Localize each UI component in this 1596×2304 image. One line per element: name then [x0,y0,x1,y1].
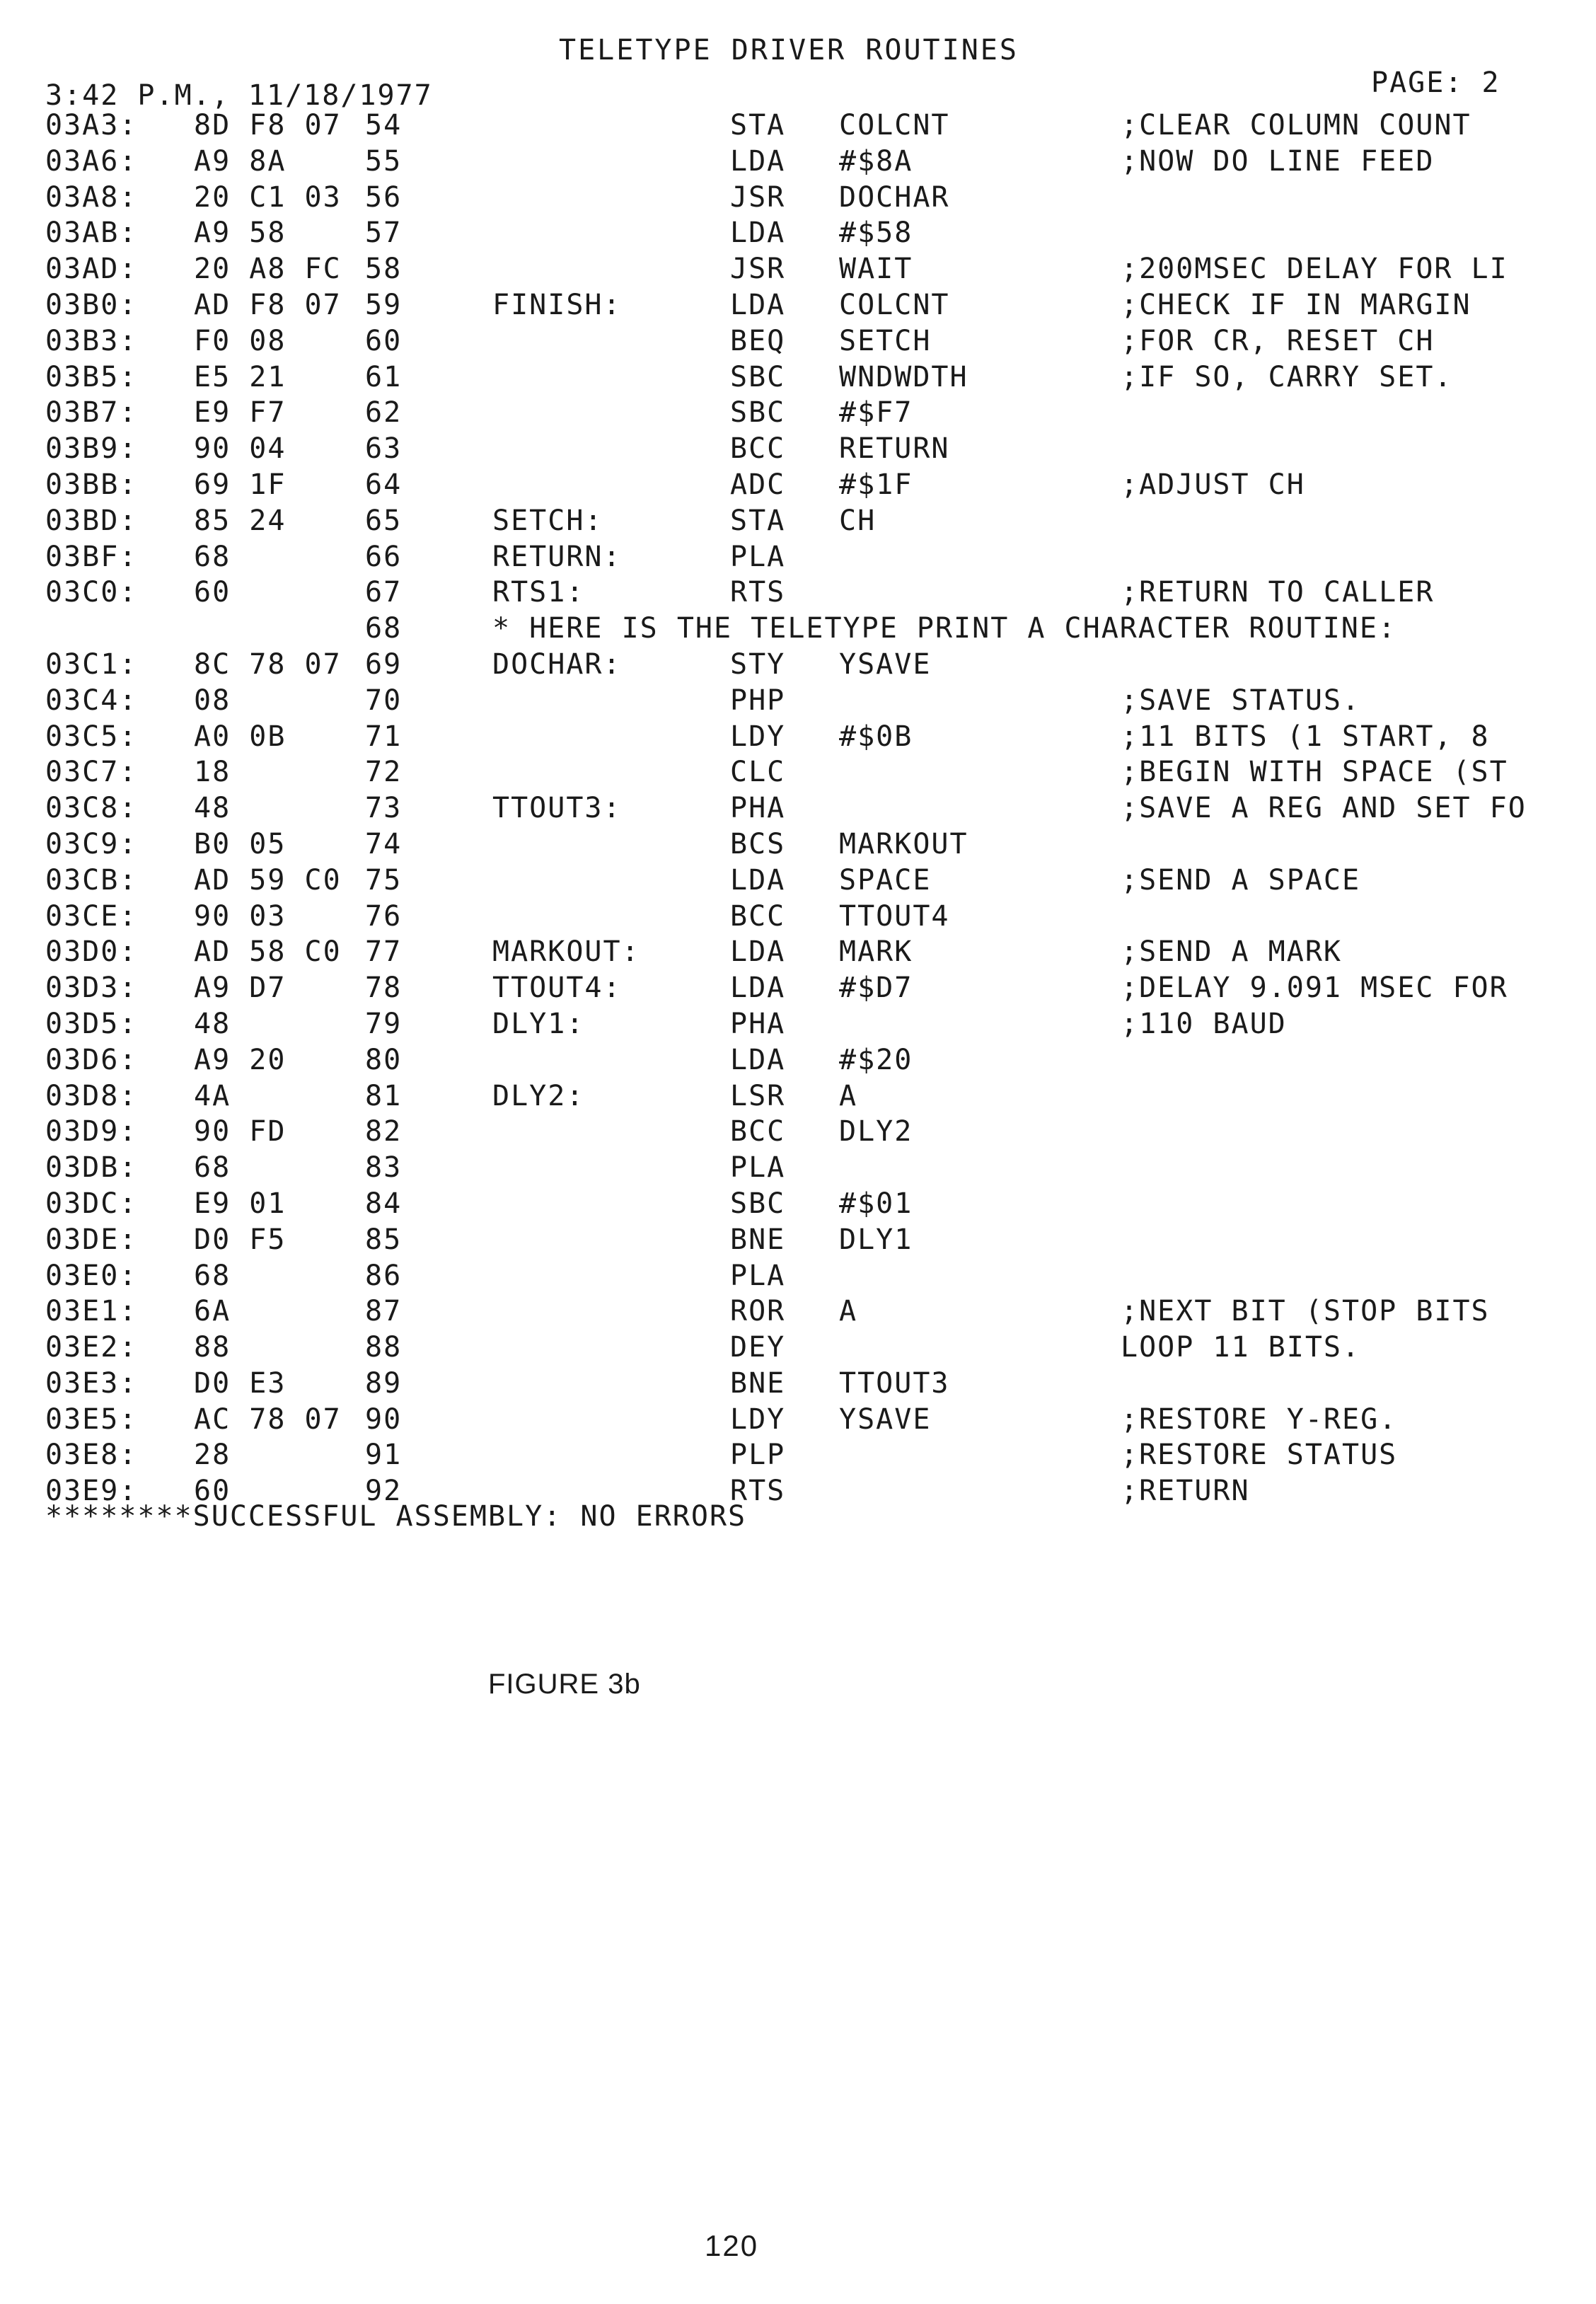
comment-cell: ;BEGIN WITH SPACE (ST [1121,756,1508,789]
object-code-cell: E9 F7 [194,396,287,430]
line-number-cell: 65 [365,504,403,537]
address-cell: 03E1: [45,1295,138,1328]
operand-cell: A [839,1295,858,1328]
opcode-cell: BEQ [730,324,786,357]
opcode-cell: PHP [730,684,786,717]
opcode-cell: PLA [730,1259,786,1292]
line-number-cell: 78 [365,972,403,1005]
opcode-cell: LDY [730,720,786,753]
operand-cell: #$20 [839,1043,913,1076]
comment-cell: ;RESTORE STATUS [1121,1439,1398,1472]
line-number-cell: 92 [365,1475,403,1508]
line-number-cell: 83 [365,1151,403,1185]
listing-row [45,325,1580,361]
comment-cell: ;CHECK IF IN MARGIN [1121,288,1471,321]
address-cell: 03E0: [45,1259,138,1292]
listing-row [45,1115,1580,1151]
line-number-cell: 85 [365,1223,403,1256]
address-cell: 03E2: [45,1331,138,1364]
object-code-cell: 20 A8 FC [194,253,342,286]
operand-cell: A [839,1079,858,1112]
opcode-cell: BNE [730,1366,786,1400]
address-cell: 03D5: [45,1007,138,1040]
comment-cell: ;DELAY 9.091 MSEC FOR [1121,972,1508,1005]
listing-row [45,648,1580,684]
listing-row [45,684,1580,720]
address-cell: 03CB: [45,863,138,897]
opcode-cell: LDA [730,935,786,969]
figure-caption: FIGURE 3b [488,1669,641,1700]
listing-row [45,217,1580,253]
listing-row [45,1080,1580,1116]
address-cell: 03DB: [45,1151,138,1185]
operand-cell: MARK [839,935,913,969]
listing-row [45,576,1580,612]
operand-cell: SPACE [839,863,932,897]
object-code-cell: 08 [194,684,231,717]
object-code-cell: 28 [194,1439,231,1472]
opcode-cell: ADC [730,468,786,501]
opcode-cell: LDA [730,144,786,178]
opcode-cell: RTS [730,1475,786,1508]
listing-row [45,864,1580,900]
label-cell: MARKOUT: [492,935,640,969]
address-cell: 03A8: [45,180,138,214]
operand-cell: DOCHAR [839,180,950,214]
address-cell: 03B9: [45,432,138,466]
operand-cell: MARKOUT [839,827,968,860]
opcode-cell: LDY [730,1402,786,1436]
opcode-cell: LSR [730,1079,786,1112]
object-code-cell: 4A [194,1079,231,1112]
line-number-cell: 81 [365,1079,403,1112]
listing-row [45,468,1580,505]
object-code-cell: 88 [194,1331,231,1364]
opcode-cell: JSR [730,180,786,214]
object-code-cell: 60 [194,576,231,609]
operand-cell: CH [839,504,877,537]
listing-row [45,145,1580,181]
object-code-cell: E5 21 [194,360,287,393]
line-number-cell: 79 [365,1007,403,1040]
line-number-cell: 58 [365,253,403,286]
opcode-cell: STA [730,504,786,537]
listing-row [45,541,1580,577]
opcode-cell: STA [730,109,786,142]
address-cell: 03E8: [45,1439,138,1472]
operand-cell: #$8A [839,144,913,178]
opcode-cell: ROR [730,1295,786,1328]
listing-row [45,109,1580,145]
address-cell: 03A6: [45,144,138,178]
object-code-cell: 68 [194,540,231,573]
comment-cell: ;SAVE A REG AND SET FO [1121,792,1527,825]
opcode-cell: RTS [730,576,786,609]
label-cell: TTOUT3: [492,792,622,825]
listing-row [45,1223,1580,1260]
object-code-cell: 60 [194,1475,231,1508]
opcode-cell: PLP [730,1439,786,1472]
label-cell: DLY2: [492,1079,585,1112]
object-code-cell: 20 C1 03 [194,180,342,214]
address-cell: 03AB: [45,217,138,250]
listing-row [45,505,1580,541]
operand-cell: YSAVE [839,1402,932,1436]
object-code-cell: D0 F5 [194,1223,287,1256]
address-cell: 03B7: [45,396,138,430]
line-number-cell: 56 [365,180,403,214]
opcode-cell: PLA [730,540,786,573]
address-cell: 03D3: [45,972,138,1005]
comment-cell: ;FOR CR, RESET CH [1121,324,1435,357]
opcode-cell: LDA [730,1043,786,1076]
comment-line-cell: * HERE IS THE TELETYPE PRINT A CHARACTER ROUTINE: [492,612,1397,645]
address-cell: 03B0: [45,288,138,321]
operand-cell: DLY1 [839,1223,913,1256]
object-code-cell: 85 24 [194,504,287,537]
operand-cell: COLCNT [839,109,950,142]
object-code-cell: 8C 78 07 [194,647,342,681]
line-number-cell: 82 [365,1115,403,1148]
line-number-cell: 91 [365,1439,403,1472]
address-cell: 03D8: [45,1079,138,1112]
line-number-cell: 57 [365,217,403,250]
listing-row [45,181,1580,217]
object-code-cell: A9 D7 [194,972,287,1005]
object-code-cell: 8D F8 07 [194,109,342,142]
listing-row [45,1403,1580,1439]
object-code-cell: 18 [194,756,231,789]
listing-row [45,1151,1580,1187]
address-cell: 03BB: [45,468,138,501]
opcode-cell: BCC [730,899,786,933]
comment-cell: ;NOW DO LINE FEED [1121,144,1435,178]
object-code-cell: E9 01 [194,1187,287,1220]
comment-cell: ;NEXT BIT (STOP BITS [1121,1295,1490,1328]
comment-cell: ;RESTORE Y-REG. [1121,1402,1398,1436]
object-code-cell: AD 59 C0 [194,863,342,897]
object-code-cell: F0 08 [194,324,287,357]
comment-cell: LOOP 11 BITS. [1121,1331,1361,1364]
opcode-cell: SBC [730,1187,786,1220]
opcode-cell: STY [730,647,786,681]
listing-row [45,361,1580,397]
opcode-cell: DEY [730,1331,786,1364]
address-cell: 03C5: [45,720,138,753]
address-cell: 03C0: [45,576,138,609]
object-code-cell: A9 58 [194,217,287,250]
address-cell: 03D6: [45,1043,138,1076]
label-cell: FINISH: [492,288,622,321]
comment-cell: ;SAVE STATUS. [1121,684,1361,717]
operand-cell: #$F7 [839,396,913,430]
label-cell: DOCHAR: [492,647,622,681]
address-cell: 03C7: [45,756,138,789]
line-number-cell: 87 [365,1295,403,1328]
line-number-cell: 75 [365,863,403,897]
line-number-cell: 77 [365,935,403,969]
line-number-cell: 80 [365,1043,403,1076]
listing-row [45,1295,1580,1331]
operand-cell: TTOUT4 [839,899,950,933]
line-number-cell: 71 [365,720,403,753]
line-number-cell: 55 [365,144,403,178]
line-number-cell: 84 [365,1187,403,1220]
line-number-cell: 54 [365,109,403,142]
object-code-cell: B0 05 [194,827,287,860]
address-cell: 03E5: [45,1402,138,1436]
label-cell: SETCH: [492,504,603,537]
opcode-cell: PLA [730,1151,786,1185]
listing-row [45,792,1580,828]
address-cell: 03C8: [45,792,138,825]
line-number-cell: 89 [365,1366,403,1400]
operand-cell: #$0B [839,720,913,753]
listing-row [45,1367,1580,1403]
operand-cell: #$01 [839,1187,913,1220]
listing-row [45,289,1580,325]
listing-row [45,1044,1580,1080]
object-code-cell: 68 [194,1259,231,1292]
operand-cell: YSAVE [839,647,932,681]
listing-row [45,253,1580,289]
line-number-cell: 68 [365,612,403,645]
address-cell: 03CE: [45,899,138,933]
operand-cell: WNDWDTH [839,360,968,393]
line-number-cell: 67 [365,576,403,609]
operand-cell: TTOUT3 [839,1366,950,1400]
comment-cell: ;SEND A SPACE [1121,863,1361,897]
listing-title: TELETYPE DRIVER ROUTINES [559,34,1019,67]
line-number-cell: 76 [365,899,403,933]
object-code-cell: 6A [194,1295,231,1328]
object-code-cell: 90 FD [194,1115,287,1148]
line-number-cell: 72 [365,756,403,789]
opcode-cell: PHA [730,792,786,825]
comment-cell: ;11 BITS (1 START, 8 [1121,720,1490,753]
address-cell: 03D9: [45,1115,138,1148]
assembly-timestamp: 3:42 P.M., 11/18/1977 [45,79,433,112]
listing-row [45,1260,1580,1296]
page-footer-number: 120 [705,2229,759,2262]
object-code-cell: AC 78 07 [194,1402,342,1436]
comment-cell: ;ADJUST CH [1121,468,1305,501]
opcode-cell: LDA [730,217,786,250]
address-cell: 03E9: [45,1475,138,1508]
comment-cell: ;200MSEC DELAY FOR LI [1121,253,1508,286]
address-cell: 03DE: [45,1223,138,1256]
listing-row [45,612,1580,648]
line-number-cell: 64 [365,468,403,501]
address-cell: 03BD: [45,504,138,537]
address-cell: 03A3: [45,109,138,142]
comment-cell: ;SEND A MARK [1121,935,1342,969]
line-number-cell: 61 [365,360,403,393]
address-cell: 03C9: [45,827,138,860]
opcode-cell: PHA [730,1007,786,1040]
listing-page-number: PAGE: 2 [1371,67,1500,99]
comment-cell: ;110 BAUD [1121,1007,1287,1040]
line-number-cell: 59 [365,288,403,321]
comment-cell: ;RETURN TO CALLER [1121,576,1435,609]
opcode-cell: LDA [730,863,786,897]
listing-row [45,935,1580,972]
listing-row [45,828,1580,864]
address-cell: 03DC: [45,1187,138,1220]
operand-cell: #$58 [839,217,913,250]
operand-cell: SETCH [839,324,932,357]
assembly-listing [45,109,1580,1511]
listing-row [45,900,1580,936]
label-cell: RETURN: [492,540,622,573]
label-cell: RTS1: [492,576,585,609]
operand-cell: COLCNT [839,288,950,321]
opcode-cell: BCC [730,432,786,466]
object-code-cell: 48 [194,1007,231,1040]
opcode-cell: SBC [730,396,786,430]
object-code-cell: AD 58 C0 [194,935,342,969]
line-number-cell: 63 [365,432,403,466]
line-number-cell: 74 [365,827,403,860]
opcode-cell: LDA [730,972,786,1005]
address-cell: 03C1: [45,647,138,681]
line-number-cell: 70 [365,684,403,717]
operand-cell: DLY2 [839,1115,913,1148]
comment-cell: ;CLEAR COLUMN COUNT [1121,109,1471,142]
object-code-cell: 48 [194,792,231,825]
object-code-cell: 69 1F [194,468,287,501]
label-cell: TTOUT4: [492,972,622,1005]
opcode-cell: BCC [730,1115,786,1148]
opcode-cell: BNE [730,1223,786,1256]
address-cell: 03B3: [45,324,138,357]
address-cell: 03BF: [45,540,138,573]
opcode-cell: CLC [730,756,786,789]
address-cell: 03AD: [45,253,138,286]
listing-row [45,1187,1580,1223]
address-cell: 03C4: [45,684,138,717]
line-number-cell: 62 [365,396,403,430]
operand-cell: #$1F [839,468,913,501]
line-number-cell: 66 [365,540,403,573]
listing-row [45,972,1580,1008]
label-cell: DLY1: [492,1007,585,1040]
listing-row [45,720,1580,756]
listing-row [45,1331,1580,1367]
listing-row [45,432,1580,468]
opcode-cell: SBC [730,360,786,393]
comment-cell: ;IF SO, CARRY SET. [1121,360,1453,393]
line-number-cell: 86 [365,1259,403,1292]
object-code-cell: AD F8 07 [194,288,342,321]
assembly-summary: ********SUCCESSFUL ASSEMBLY: NO ERRORS [45,1500,747,1533]
operand-cell: WAIT [839,253,913,286]
object-code-cell: A9 20 [194,1043,287,1076]
operand-cell: #$D7 [839,972,913,1005]
listing-row [45,396,1580,432]
operand-cell: RETURN [839,432,950,466]
listing-row [45,1439,1580,1475]
address-cell: 03E3: [45,1366,138,1400]
line-number-cell: 60 [365,324,403,357]
object-code-cell: A0 0B [194,720,287,753]
object-code-cell: 90 04 [194,432,287,466]
address-cell: 03B5: [45,360,138,393]
line-number-cell: 90 [365,1402,403,1436]
object-code-cell: 68 [194,1151,231,1185]
object-code-cell: A9 8A [194,144,287,178]
line-number-cell: 69 [365,647,403,681]
comment-cell: ;RETURN [1121,1475,1250,1508]
line-number-cell: 73 [365,792,403,825]
line-number-cell: 88 [365,1331,403,1364]
opcode-cell: JSR [730,253,786,286]
listing-row [45,756,1580,792]
address-cell: 03D0: [45,935,138,969]
opcode-cell: LDA [730,288,786,321]
object-code-cell: D0 E3 [194,1366,287,1400]
opcode-cell: BCS [730,827,786,860]
object-code-cell: 90 03 [194,899,287,933]
listing-row [45,1008,1580,1044]
